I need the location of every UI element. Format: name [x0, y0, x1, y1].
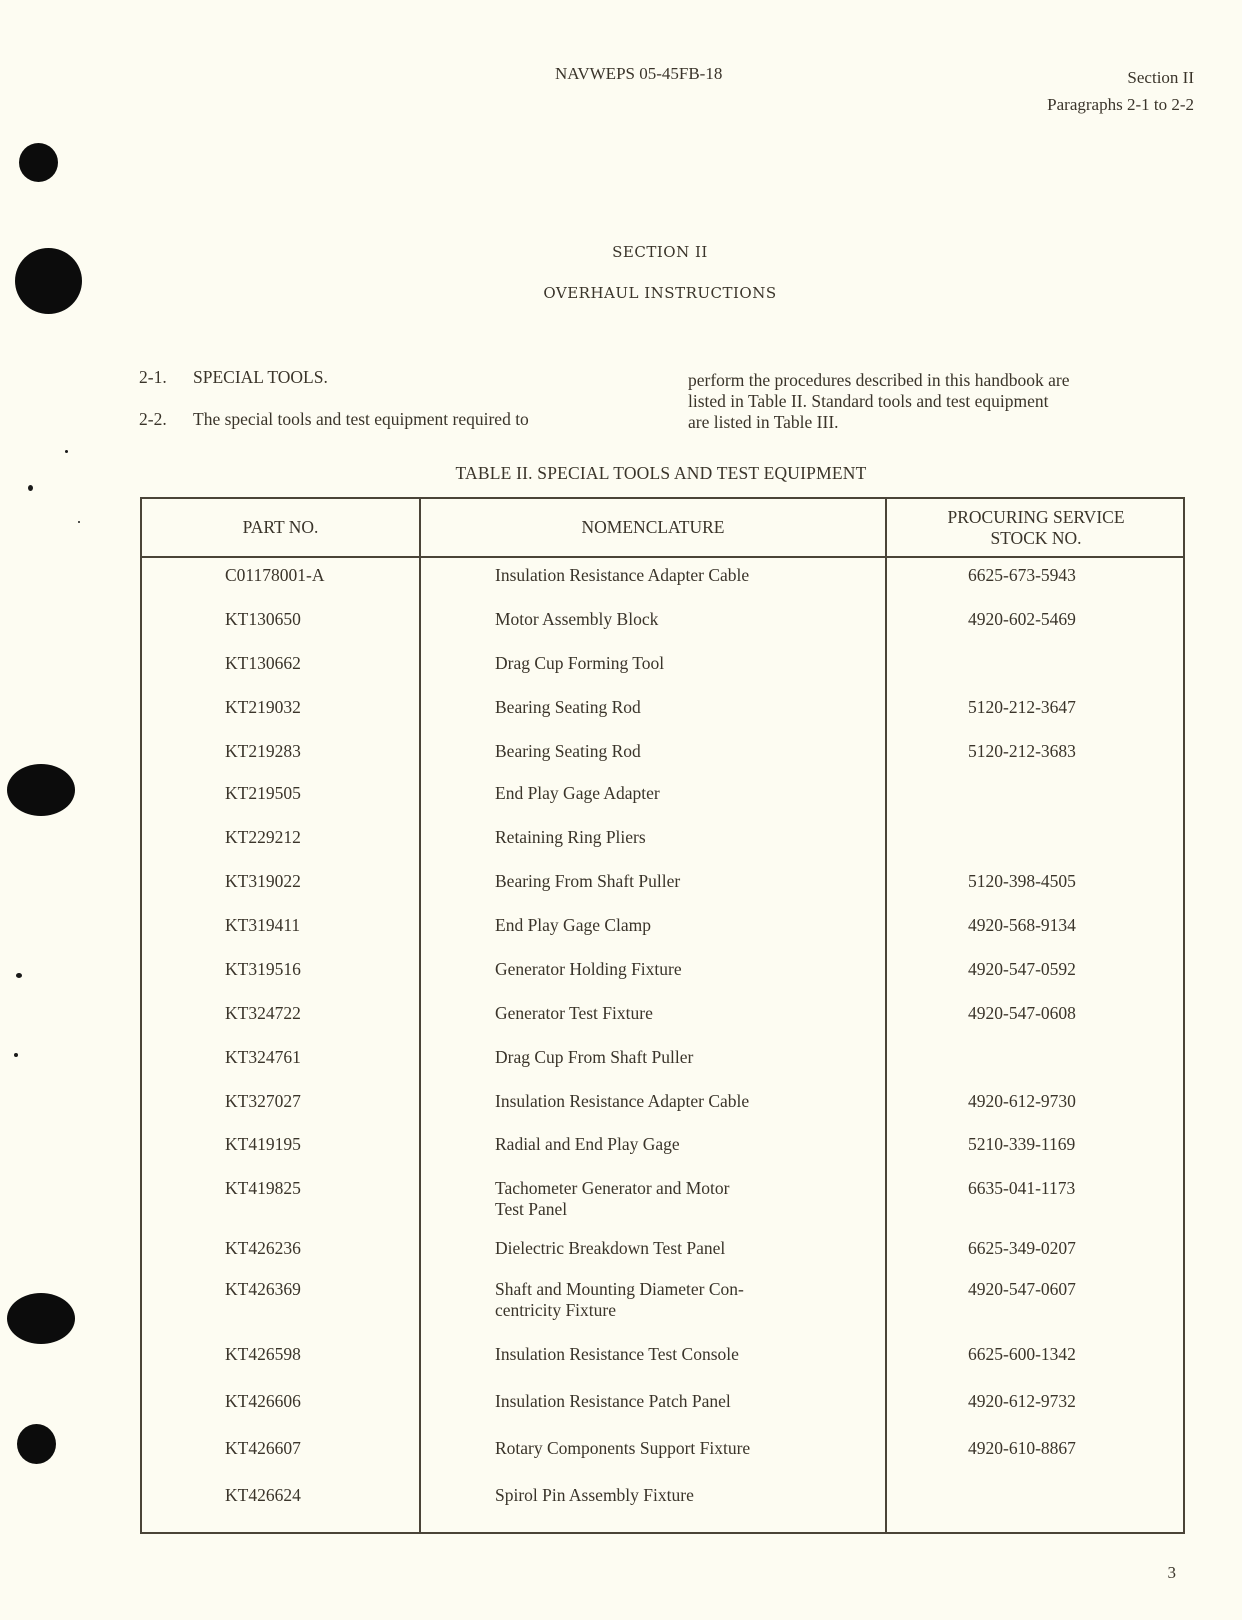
cell-nomenclature: Dielectric Breakdown Test Panel: [495, 1238, 726, 1258]
section-subtitle: OVERHAUL INSTRUCTIONS: [543, 284, 777, 302]
cell-nomenclature: Radial and End Play Gage: [495, 1134, 680, 1154]
document-id: NAVWEPS 05-45FB-18: [555, 64, 723, 83]
cell-part-no: KT219283: [225, 741, 301, 761]
cell-stock-no: 5210-339-1169: [968, 1134, 1076, 1154]
cell-nomenclature: Bearing Seating Rod: [495, 741, 641, 761]
cell-nomenclature: Drag Cup Forming Tool: [495, 653, 665, 673]
cell-nomenclature: Motor Assembly Block: [495, 609, 659, 629]
cell-stock-no: 4920-547-0607: [968, 1279, 1076, 1299]
cell-part-no: KT219505: [225, 783, 301, 803]
nomenclature-line: centricity Fixture: [495, 1300, 617, 1320]
cell-stock-no: 4920-547-0592: [968, 959, 1076, 979]
cell-stock-no: 6625-600-1342: [968, 1344, 1076, 1364]
cell-nomenclature: Spirol Pin Assembly Fixture: [495, 1485, 694, 1505]
cell-part-no: KT324722: [225, 1003, 301, 1023]
cell-part-no: KT419825: [225, 1178, 301, 1198]
section-title: SECTION II: [612, 243, 708, 261]
cell-stock-no: 5120-212-3683: [968, 741, 1076, 761]
header-line: STOCK NO.: [990, 527, 1082, 548]
cell-nomenclature: Generator Test Fixture: [495, 1003, 653, 1023]
binder-hole: [7, 1293, 75, 1344]
scan-speck: [65, 450, 68, 453]
table-caption: TABLE II. SPECIAL TOOLS AND TEST EQUIPMENT: [455, 463, 867, 483]
cell-stock-no: 4920-612-9732: [968, 1391, 1076, 1411]
scan-speck: [14, 1053, 18, 1057]
paragraph-line: perform the procedures described in this handbook are: [688, 370, 1070, 390]
nomenclature-line: Tachometer Generator and Motor: [495, 1178, 730, 1198]
paragraph-text: The special tools and test equipment required to: [193, 409, 529, 429]
cell-part-no: KT319411: [225, 915, 301, 935]
cell-stock-no: 6625-349-0207: [968, 1238, 1076, 1258]
cell-stock-no: 4920-547-0608: [968, 1003, 1076, 1023]
paragraph-text: SPECIAL TOOLS.: [193, 367, 328, 387]
cell-nomenclature: Generator Holding Fixture: [495, 959, 682, 979]
cell-part-no: KT426606: [225, 1391, 301, 1411]
cell-stock-no: 4920-602-5469: [968, 609, 1076, 629]
cell-stock-no: 5120-212-3647: [968, 697, 1076, 717]
cell-part-no: KT130650: [225, 609, 301, 629]
column-header-nomenclature: NOMENCLATURE: [581, 517, 725, 537]
section-label: Section II: [1127, 68, 1194, 87]
cell-stock-no: 4920-610-8867: [968, 1438, 1076, 1458]
cell-part-no: KT319022: [225, 871, 301, 891]
cell-stock-no: 5120-398-4505: [968, 871, 1076, 891]
paragraph-number: 2-2.: [139, 409, 167, 429]
cell-nomenclature: Insulation Resistance Test Console: [495, 1344, 739, 1364]
paragraph-2-2: [139, 409, 529, 430]
cell-part-no: KT229212: [225, 827, 301, 847]
cell-part-no: KT319516: [225, 959, 301, 979]
nomenclature-line: Shaft and Mounting Diameter Con-: [495, 1279, 744, 1299]
cell-nomenclature: Rotary Components Support Fixture: [495, 1438, 751, 1458]
cell-part-no: KT419195: [225, 1134, 301, 1154]
cell-nomenclature: End Play Gage Adapter: [495, 783, 660, 803]
cell-nomenclature: Insulation Resistance Patch Panel: [495, 1391, 731, 1411]
cell-nomenclature: Drag Cup From Shaft Puller: [495, 1047, 694, 1067]
cell-nomenclature: Insulation Resistance Adapter Cable: [495, 565, 750, 585]
column-divider: [885, 499, 887, 1532]
column-header-part-no: PART NO.: [242, 517, 319, 537]
paragraph-2-2-continuation: [688, 370, 1186, 433]
cell-nomenclature: Retaining Ring Pliers: [495, 827, 646, 847]
header-line: PROCURING SERVICE: [947, 506, 1125, 527]
cell-nomenclature: End Play Gage Clamp: [495, 915, 652, 935]
column-header-stock-no: [887, 499, 1185, 556]
nomenclature-line: Test Panel: [495, 1199, 568, 1219]
paragraph-line: listed in Table II. Standard tools and test equipment: [688, 391, 1049, 411]
cell-stock-no: 6625-673-5943: [968, 565, 1076, 585]
cell-part-no: KT327027: [225, 1091, 301, 1111]
scan-speck: [16, 973, 22, 978]
paragraphs-range: Paragraphs 2-1 to 2-2: [1047, 95, 1194, 114]
binder-hole: [7, 764, 75, 816]
cell-part-no: KT324761: [225, 1047, 301, 1067]
scan-speck: [28, 485, 33, 491]
page-number: 3: [1167, 1563, 1176, 1582]
header-right: [1047, 64, 1194, 118]
cell-part-no: KT219032: [225, 697, 301, 717]
paragraph-line: are listed in Table III.: [688, 412, 839, 432]
cell-part-no: KT426236: [225, 1238, 301, 1258]
cell-nomenclature: [495, 1279, 835, 1321]
cell-stock-no: 4920-568-9134: [968, 915, 1076, 935]
special-tools-table: [140, 497, 1185, 1534]
cell-nomenclature: Bearing Seating Rod: [495, 697, 641, 717]
scan-speck: [78, 521, 80, 523]
cell-part-no: KT426624: [225, 1485, 301, 1505]
cell-nomenclature: [495, 1178, 835, 1220]
paragraph-2-1: [139, 367, 328, 388]
cell-part-no: KT130662: [225, 653, 301, 673]
cell-nomenclature: Insulation Resistance Adapter Cable: [495, 1091, 750, 1111]
cell-nomenclature: Bearing From Shaft Puller: [495, 871, 681, 891]
cell-stock-no: 4920-612-9730: [968, 1091, 1076, 1111]
binder-hole: [17, 1424, 56, 1464]
cell-part-no: C01178001-A: [225, 565, 325, 585]
cell-part-no: KT426607: [225, 1438, 301, 1458]
header-divider: [142, 556, 1183, 558]
column-divider: [419, 499, 421, 1532]
cell-part-no: KT426369: [225, 1279, 301, 1299]
paragraph-number: 2-1.: [139, 367, 167, 387]
cell-stock-no: 6635-041-1173: [968, 1178, 1076, 1198]
binder-hole: [19, 143, 58, 182]
cell-part-no: KT426598: [225, 1344, 301, 1364]
